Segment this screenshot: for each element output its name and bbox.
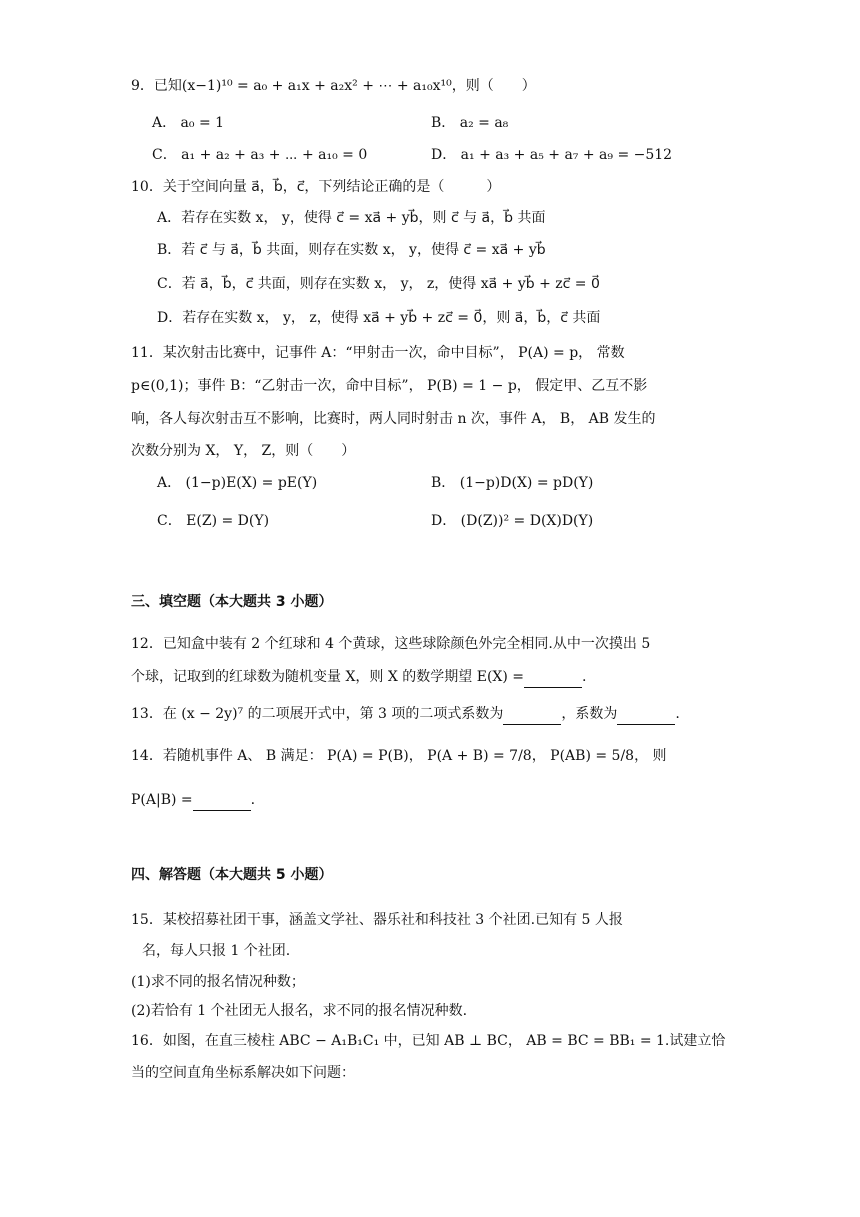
q12-line-2 bbox=[131, 667, 586, 688]
q9-stem: 9．已知(x−1)¹⁰ = a₀ + a₁x + a₂x² + ⋯ + a₁₀x¹⁰，则（ ） bbox=[131, 78, 536, 94]
q15-line-2: 名，每人只报 1 个社团. bbox=[142, 943, 291, 959]
q12-line-2-end: . bbox=[582, 669, 587, 685]
q14-line-2-end: . bbox=[250, 792, 256, 808]
q13-line bbox=[131, 704, 680, 725]
q11-line-3: 响，各人每次射击互不影响，比赛时，两人同时射击 n 次，事件 A， B， AB 发生的 bbox=[131, 411, 656, 427]
q9-option-d: D． a₁ + a₃ + a₅ + a₇ + a₉ = −512 bbox=[431, 147, 673, 163]
q13-text-2: ，系数为 bbox=[561, 706, 618, 722]
q13-answer-blank-2[interactable] bbox=[617, 704, 675, 725]
q15-line-1: 15．某校招募社团干事，涵盖文学社、器乐社和科技社 3 个社团.已知有 5 人报 bbox=[131, 912, 623, 928]
q13-text-1: 13．在 (x − 2y)⁷ 的二项展开式中，第 3 项的二项式系数为 bbox=[131, 706, 504, 722]
q13-text-3: . bbox=[675, 706, 680, 722]
q12-answer-blank[interactable] bbox=[524, 667, 582, 688]
q11-option-c: C． E(Z) = D(Y) bbox=[157, 513, 270, 529]
q14-line-2-text: P(A|B) = bbox=[131, 792, 193, 808]
q11-option-a: A． (1−p)E(X) = pE(Y) bbox=[157, 475, 318, 491]
q15-subquestion-1: (1)求不同的报名情况种数； bbox=[131, 974, 305, 990]
q15-subquestion-2: (2)若恰有 1 个社团无人报名，求不同的报名情况种数. bbox=[131, 1003, 468, 1019]
q11-line-2: p∈(0,1)；事件 B：“乙射击一次，命中目标”， P(B) = 1 − p， 假定甲、乙互不影 bbox=[131, 378, 648, 394]
q14-answer-blank[interactable] bbox=[193, 790, 251, 811]
q9-option-a: A． a₀ = 1 bbox=[152, 115, 225, 131]
q12-line-1: 12．已知盒中装有 2 个红球和 4 个黄球，这些球除颜色外完全相同.从中一次摸出 5 bbox=[131, 636, 651, 652]
q11-line-1: 11．某次射击比赛中，记事件 A：“甲射击一次，命中目标”， P(A) = p， 常数 bbox=[131, 345, 625, 361]
q10-option-d: D．若存在实数 x， y， z，使得 xa⃗ + yb⃗ + zc⃗ = 0⃗，则 a⃗，b⃗，c⃗ 共面 bbox=[157, 310, 601, 326]
q10-option-a: A．若存在实数 x， y，使得 c⃗ = xa⃗ + yb⃗，则 c⃗ 与 a⃗，b⃗ 共面 bbox=[157, 210, 546, 226]
q10-stem: 10．关于空间向量 a⃗，b⃗，c⃗，下列结论正确的是（ ） bbox=[131, 179, 501, 195]
q11-option-b: B． (1−p)D(X) = pD(Y) bbox=[431, 475, 594, 491]
q14-line-1: 14．若随机事件 A、 B 满足： P(A) = P(B)， P(A + B) = 7/8， P(AB) = 5/8， 则 bbox=[131, 748, 667, 764]
q11-option-d: D． (D(Z))² = D(X)D(Y) bbox=[431, 513, 594, 529]
q12-line-2-text: 个球，记取到的红球数为随机变量 X，则 X 的数学期望 E(X) = bbox=[131, 669, 525, 685]
section-3-heading: 三、填空题（本大题共 3 小题） bbox=[131, 594, 333, 610]
q14-line-2 bbox=[131, 790, 255, 811]
section-4-heading: 四、解答题（本大题共 5 小题） bbox=[131, 867, 333, 883]
q11-line-4: 次数分别为 X， Y， Z，则（ ） bbox=[131, 443, 356, 459]
q16-line-2: 当的空间直角坐标系解决如下问题： bbox=[131, 1065, 355, 1081]
q9-option-c: C． a₁ + a₂ + a₃ + ⋯ + a₁₀ = 0 bbox=[152, 147, 368, 163]
q10-option-c: C．若 a⃗，b⃗，c⃗ 共面，则存在实数 x， y， z，使得 xa⃗ + yb⃗ + zc⃗ = 0⃗ bbox=[157, 276, 600, 292]
q13-answer-blank-1[interactable] bbox=[503, 704, 561, 725]
q10-option-b: B．若 c⃗ 与 a⃗，b⃗ 共面，则存在实数 x， y，使得 c⃗ = xa⃗ + yb⃗ bbox=[157, 242, 546, 258]
q16-line-1: 16．如图，在直三棱柱 ABC − A₁B₁C₁ 中，已知 AB ⊥ BC， AB = BC = BB₁ = 1.试建立恰 bbox=[131, 1033, 726, 1049]
q9-option-b: B． a₂ = a₈ bbox=[431, 115, 509, 131]
